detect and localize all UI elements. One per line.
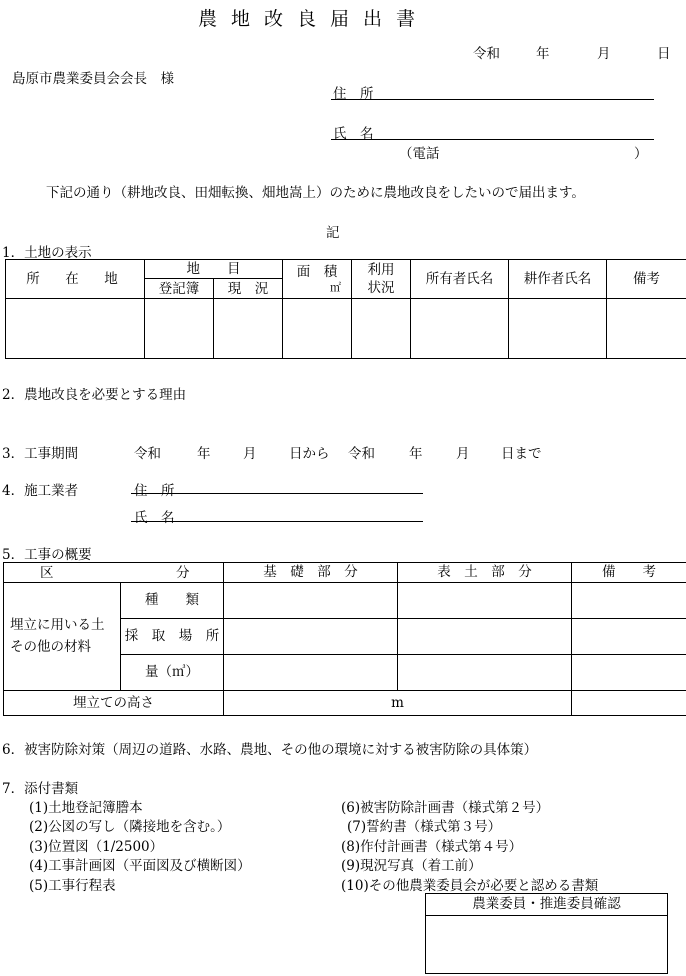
confirm-box	[425, 893, 668, 974]
addressee: 島原市農業委員会会長 様	[12, 71, 174, 87]
attachment-item: (8)作付計画書（様式第４号）	[341, 839, 523, 855]
attachment-item: (9)現況写真（着工前）	[341, 858, 482, 874]
attachment-item: (3)位置図（1/2500）	[29, 839, 164, 855]
row-label-source: 採 取 場 所	[121, 619, 224, 655]
cell-type-remarks[interactable]	[572, 583, 686, 619]
applicant-name-label: 氏 名	[333, 126, 374, 142]
header-current: 現 況	[214, 279, 283, 299]
header-use	[352, 260, 411, 299]
cell-area[interactable]	[283, 299, 352, 359]
header-kubun	[4, 563, 224, 583]
cell-volume-surface[interactable]	[398, 655, 572, 691]
contractor-name-line[interactable]	[131, 521, 423, 522]
period-month1: 月	[243, 446, 257, 462]
material-group-label: 埋立に用いる土その他の材料	[4, 583, 121, 691]
cell-register[interactable]	[145, 299, 214, 359]
cell-volume-remarks[interactable]	[572, 655, 686, 691]
applicant-name-line[interactable]	[331, 139, 654, 140]
cell-source-surface[interactable]	[398, 619, 572, 655]
header-owner: 所有者氏名	[411, 260, 509, 299]
attachment-item: (7)誓約書（様式第３号）	[347, 819, 502, 835]
header-kubun-right: 分	[176, 565, 190, 581]
cell-location[interactable]	[6, 299, 145, 359]
date-day: 日	[657, 46, 671, 62]
section5-heading: 5．工事の概要	[2, 547, 92, 563]
cell-type-base[interactable]	[224, 583, 398, 619]
height-label: 埋立ての高さ	[4, 691, 224, 716]
header-farmer: 耕作者氏名	[509, 260, 607, 299]
section1-heading: 1．土地の表示	[2, 245, 92, 261]
period-era2: 令和	[348, 446, 375, 462]
header-area	[283, 260, 352, 299]
cell-farmer[interactable]	[509, 299, 607, 359]
row-label-type: 種 類	[121, 583, 224, 619]
intro-text: 下記の通り（耕地改良、田畑転換、畑地嵩上）のために農地改良をしたいので届出ます。	[46, 185, 585, 201]
header-location: 所 在 地	[6, 260, 145, 299]
header-area-unit: ㎡	[330, 280, 341, 294]
header-chimoku: 地 目	[145, 260, 283, 279]
section2-heading: 2．農地改良を必要とする理由	[2, 387, 187, 403]
cell-source-remarks[interactable]	[572, 619, 686, 655]
header-area-label: 面 積	[296, 263, 338, 280]
height-value-cell[interactable]	[224, 691, 572, 716]
header-remarks: 備考	[607, 260, 686, 299]
period-month2: 月	[456, 446, 470, 462]
contractor-name-label: 氏 名	[134, 510, 175, 526]
height-remarks[interactable]	[572, 691, 686, 716]
row-label-volume: 量（㎥）	[121, 655, 224, 691]
attachment-item: (2)公図の写し（隣接地を含む。）	[29, 819, 231, 835]
ki-label: 記	[326, 225, 340, 241]
applicant-address-label: 住 所	[333, 86, 374, 102]
date-era: 令和	[473, 46, 500, 62]
attachment-item: (5)工事行程表	[29, 878, 116, 894]
header-use-line1: 利用	[367, 261, 395, 278]
header-register: 登記簿	[145, 279, 214, 299]
period-until: 日まで	[501, 446, 542, 462]
cell-source-base[interactable]	[224, 619, 398, 655]
section6-heading: 6．被害防除対策（周辺の道路、水路、農地、その他の環境に対する被害防除の具体策）	[2, 742, 538, 758]
work-table	[3, 562, 686, 716]
header-use-line2: 状況	[367, 280, 395, 297]
period-era1: 令和	[134, 446, 161, 462]
period-from: 日から	[289, 446, 330, 462]
section3-heading: 3．工事期間	[2, 446, 79, 462]
applicant-address-line[interactable]	[331, 99, 654, 100]
date-month: 月	[597, 46, 611, 62]
header-base: 基 礎 部 分	[224, 563, 398, 583]
height-unit: m	[391, 694, 404, 711]
header-work-remarks: 備 考	[572, 563, 686, 583]
page-title: 農地改良届出書	[198, 8, 430, 30]
contractor-address-label: 住 所	[134, 483, 175, 499]
header-surface: 表 土 部 分	[398, 563, 572, 583]
cell-remarks[interactable]	[607, 299, 686, 359]
phone-open: （電話	[399, 146, 440, 162]
attachment-item: (10)その他農業委員会が必要と認める書類	[341, 878, 599, 894]
contractor-address-line[interactable]	[131, 493, 423, 494]
phone-close: ）	[634, 146, 648, 162]
attachment-item: (1)土地登記簿謄本	[29, 800, 143, 816]
period-year1: 年	[197, 446, 211, 462]
section7-heading: 7．添付書類	[2, 781, 79, 797]
attachment-item: (4)工事計画図（平面図及び横断図）	[29, 858, 251, 874]
confirm-box-label: 農業委員・推進委員確認	[426, 894, 668, 916]
land-table	[5, 259, 686, 359]
confirm-box-stamp-area[interactable]	[426, 916, 668, 974]
header-kubun-left: 区	[40, 565, 54, 581]
cell-volume-base[interactable]	[224, 655, 398, 691]
cell-owner[interactable]	[411, 299, 509, 359]
cell-current[interactable]	[214, 299, 283, 359]
attachment-item: (6)被害防除計画書（様式第２号）	[341, 800, 550, 816]
section4-heading: 4．施工業者	[2, 483, 79, 499]
cell-use[interactable]	[352, 299, 411, 359]
cell-type-surface[interactable]	[398, 583, 572, 619]
period-year2: 年	[409, 446, 423, 462]
date-year: 年	[536, 46, 550, 62]
